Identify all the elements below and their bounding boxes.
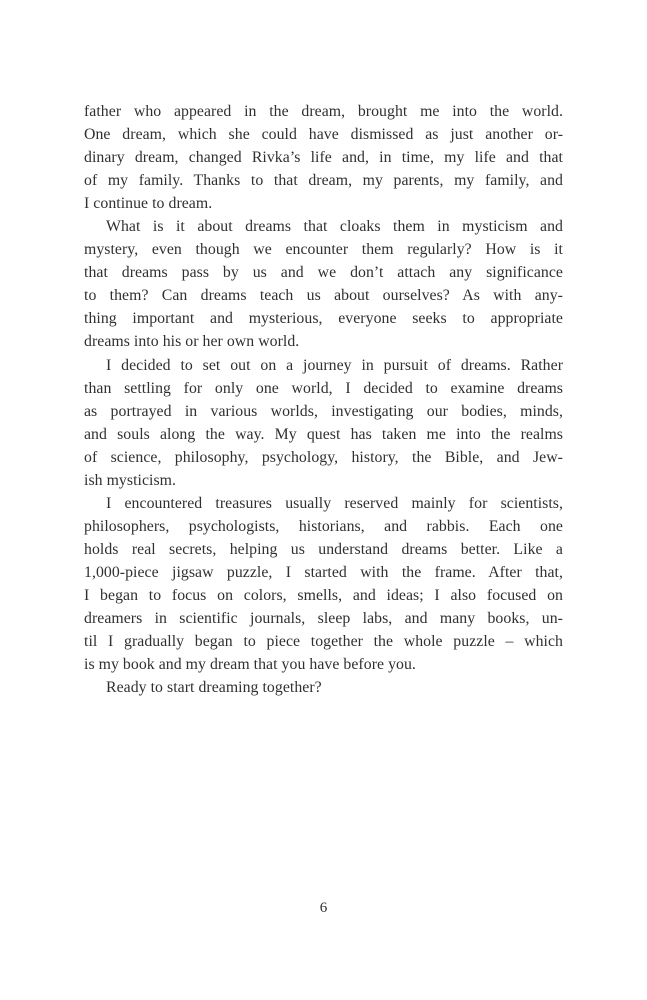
text-line: dinary dream, changed Rivka’s life and, in time, my life and that bbox=[84, 149, 563, 167]
text-line: philosophers, psychologists, historians, and rabbis. Each one bbox=[84, 517, 563, 535]
text-line: I decided to set out on a journey in pursuit of dreams. Rather bbox=[106, 356, 563, 374]
body-text bbox=[84, 100, 563, 699]
text-line: I encountered treasures usually reserved mainly for scientists, bbox=[106, 494, 563, 512]
text-line: thing important and mysterious, everyone seeks to appropriate bbox=[84, 310, 563, 328]
text-line: One dream, which she could have dismissed as just another or- bbox=[84, 126, 563, 144]
text-line: dreams into his or her own world. bbox=[84, 333, 300, 351]
text-line: father who appeared in the dream, brought me into the world. bbox=[84, 103, 563, 120]
text-line: as portrayed in various worlds, investigating our bodies, minds, bbox=[84, 402, 563, 420]
text-line: mystery, even though we encounter them regularly? How is it bbox=[84, 241, 563, 259]
text-line: and souls along the way. My quest has taken me into the realms bbox=[84, 425, 563, 443]
paragraph bbox=[84, 354, 563, 492]
text-line: of my family. Thanks to that dream, my parents, my family, and bbox=[84, 172, 563, 190]
text-line: of science, philosophy, psychology, history, the Bible, and Jew- bbox=[84, 448, 563, 466]
text-line: ish mysticism. bbox=[84, 471, 176, 489]
text-line: dreamers in scientific journals, sleep labs, and many books, un- bbox=[84, 610, 563, 628]
text-line: than settling for only one world, I decided to examine dreams bbox=[84, 379, 563, 397]
text-line: til I gradually began to piece together the whole puzzle – which bbox=[84, 633, 563, 651]
page-number: 6 bbox=[319, 900, 328, 916]
text-line: 1,000-piece jigsaw puzzle, I started with the frame. After that, bbox=[84, 563, 563, 581]
text-line: Ready to start dreaming together? bbox=[106, 679, 322, 697]
paragraph bbox=[84, 492, 563, 676]
paragraph bbox=[84, 676, 563, 699]
paragraph bbox=[84, 215, 563, 353]
text-line: holds real secrets, helping us understand dreams better. Like a bbox=[84, 540, 563, 558]
text-line: that dreams pass by us and we don’t attach any significance bbox=[84, 264, 563, 282]
text-line: I began to focus on colors, smells, and ideas; I also focused on bbox=[84, 586, 563, 604]
paragraph bbox=[84, 100, 563, 215]
text-line: What is it about dreams that cloaks them in mysticism and bbox=[106, 218, 563, 236]
text-line: to them? Can dreams teach us about ourselves? As with any- bbox=[84, 287, 563, 305]
text-line: I continue to dream. bbox=[84, 195, 213, 213]
text-line: is my book and my dream that you have before you. bbox=[84, 656, 416, 674]
